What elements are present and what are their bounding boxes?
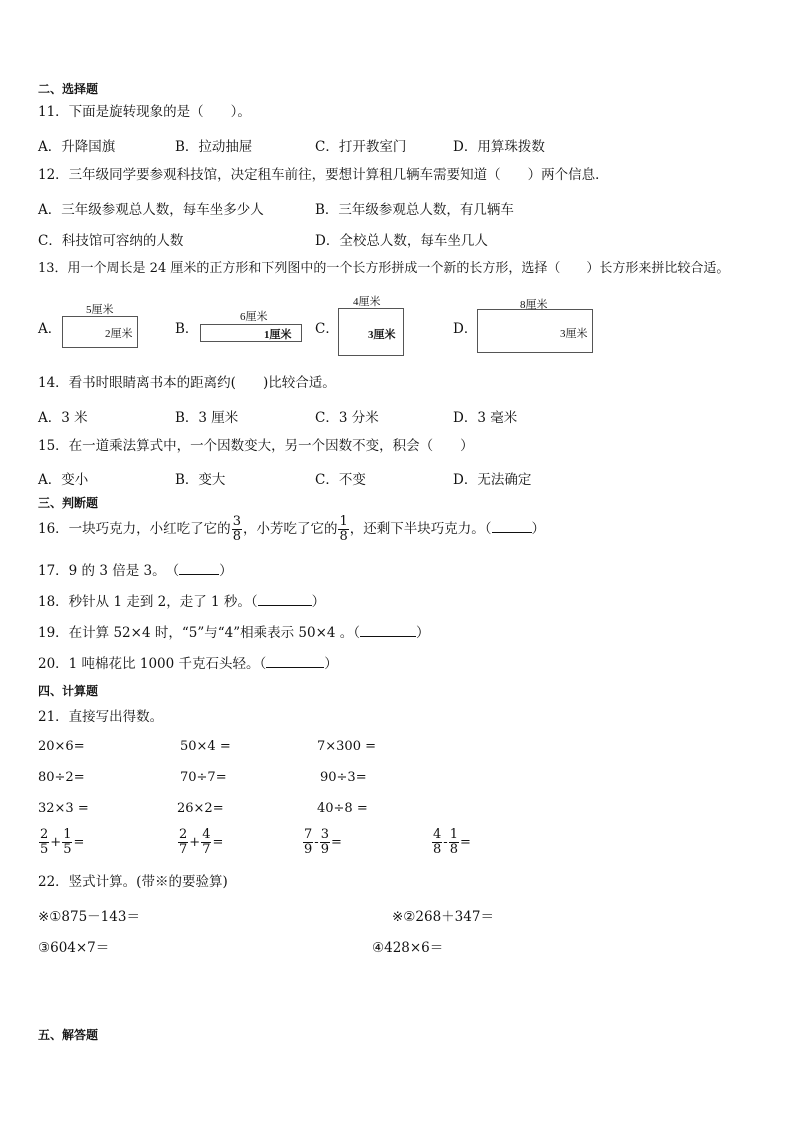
q16-text-3: ，还剩下半块巧克力。（	[349, 521, 492, 537]
q12-option-b: B．三年级参观总人数，有几辆车	[315, 202, 514, 218]
question-18: 18．秒针从 1 走到 2，走了 1 秒。（ ）	[38, 594, 326, 610]
q20-answer-blank[interactable]	[266, 667, 324, 668]
question-17: 17．9 的 3 倍是 3。 （ ）	[38, 563, 233, 579]
fraction-expression: $\frac{4}{8}$ - $\frac{1}{8}$ =	[433, 827, 471, 857]
q11-option-c: C．打开教室门	[315, 139, 407, 155]
calc-item: 50×4 =	[180, 739, 231, 754]
question-21-stem: 21．直接写出得数。	[38, 709, 164, 725]
q22-item-3: ③604×7＝	[38, 940, 110, 956]
q12-option-c: C．科技馆可容纳的人数	[38, 233, 184, 249]
q14-option-b: B．3 厘米	[175, 410, 239, 426]
q16-fraction-1: $\frac{3}{8}$	[232, 514, 241, 544]
q18-answer-blank[interactable]	[258, 605, 312, 606]
section-heading-judge: 三、判断题	[38, 496, 99, 510]
calc-item: 20×6=	[38, 739, 85, 754]
rect-a-top-label: 5厘米	[86, 304, 114, 316]
q22-item-2: ※②268＋347＝	[392, 909, 494, 925]
q15-option-d: D．无法确定	[453, 472, 532, 488]
q17-answer-blank[interactable]	[179, 574, 219, 575]
q16-text-1: 16．一块巧克力，小红吃了它的	[38, 521, 231, 537]
q13-option-b: B．	[175, 321, 199, 337]
question-15-stem: 15．在一道乘法算式中，一个因数变大，另一个因数不变，积会（ ）	[38, 438, 474, 454]
q12-option-d: D．全校总人数，每车坐几人	[315, 233, 488, 249]
q14-option-d: D．3 毫米	[453, 410, 518, 426]
q16-text-2: ，小芳吃了它的	[242, 521, 338, 537]
q13-option-d: D．	[453, 321, 478, 337]
q14-option-a: A．3 米	[38, 410, 88, 426]
q13-option-a: A．	[38, 321, 62, 337]
question-22-stem: 22．竖式计算。(带※的要验算)	[38, 874, 228, 890]
question-11-stem: 11．下面是旋转现象的是（ ）。	[38, 104, 251, 120]
calc-item: 26×2=	[177, 801, 224, 816]
rect-b-side-label: 1厘米	[264, 329, 292, 341]
question-19: 19．在计算 52×4 时，“5”与“4”相乘表示 50×4 。（ ）	[38, 625, 430, 641]
calc-item: 7×300 =	[317, 739, 377, 754]
question-16: 16．一块巧克力，小红吃了它的 $\frac{3}{8}$ ，小芳吃了它的 $\frac{1}{8}$ ，还剩下半块巧克力。（ ）	[38, 514, 545, 544]
rect-c-side-label: 3厘米	[368, 329, 396, 341]
question-13-stem: 13．用一个周长是 24 厘米的正方形和下列图中的一个长方形拼成一个新的长方形，选择（ ）长方形来拼比较合适。	[38, 261, 730, 276]
q15-option-c: C．不变	[315, 472, 366, 488]
section-heading-answer: 五、解答题	[38, 1028, 99, 1042]
q19-answer-blank[interactable]	[360, 636, 416, 637]
q11-option-b: B．拉动抽屉	[175, 139, 253, 155]
section-heading-choice: 二、选择题	[38, 82, 99, 96]
rect-d-side-label: 3厘米	[560, 328, 588, 340]
q13-option-c: C．	[315, 321, 339, 337]
q11-option-d: D．用算珠拨数	[453, 139, 545, 155]
calc-item: 70÷7=	[180, 770, 227, 785]
question-20: 20．1 吨棉花比 1000 千克石头轻。（ ）	[38, 656, 338, 672]
calc-item: 32×3 =	[38, 801, 89, 816]
q16-answer-blank[interactable]	[492, 532, 532, 533]
question-12-stem: 12．三年级同学要参观科技馆，决定租车前往，要想计算租几辆车需要知道（ ）两个信息．	[38, 167, 609, 183]
rect-a-side-label: 2厘米	[105, 328, 133, 340]
q15-option-b: B．变大	[175, 472, 226, 488]
rect-b-top-label: 6厘米	[240, 311, 268, 323]
fraction-expression: $\frac{2}{7}$ + $\frac{4}{7}$ =	[179, 827, 224, 857]
q22-item-4: ④428×6＝	[372, 940, 444, 956]
rect-d-top-label: 8厘米	[520, 299, 548, 311]
section-heading-calc: 四、计算题	[38, 684, 99, 698]
question-14-stem: 14．看书时眼睛离书本的距离约( )比较合适。	[38, 375, 336, 391]
q11-option-a: A．升降国旗	[38, 139, 116, 155]
q15-option-a: A．变小	[38, 472, 89, 488]
q22-item-1: ※①875－143＝	[38, 909, 140, 925]
fraction-expression: $\frac{2}{5}$ + $\frac{1}{5}$ =	[40, 827, 85, 857]
rect-c-top-label: 4厘米	[353, 296, 381, 308]
fraction-expression: $\frac{7}{9}$ - $\frac{3}{9}$ =	[304, 827, 342, 857]
q16-fraction-2: $\frac{1}{8}$	[339, 514, 348, 544]
q12-option-a: A．三年级参观总人数，每车坐多少人	[38, 202, 264, 218]
calc-item: 90÷3=	[320, 770, 367, 785]
calc-item: 40÷8 =	[317, 801, 368, 816]
q14-option-c: C．3 分米	[315, 410, 379, 426]
calc-item: 80÷2=	[38, 770, 85, 785]
